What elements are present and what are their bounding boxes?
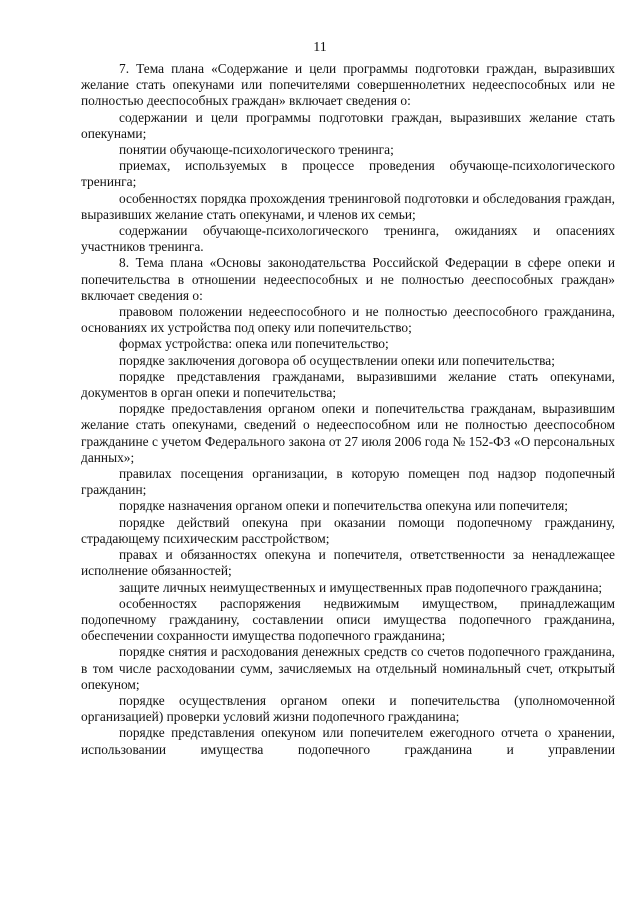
list-item: правилах посещения организации, в которую помещен под надзор подопечный гражданин; xyxy=(81,466,615,498)
paragraph-topic-8-intro: 8. Тема плана «Основы законодательства Российской Федерации в сфере опеки и попечительства в отношении недееспособных и не полностью дееспособных граждан» включает сведения о: xyxy=(81,255,615,303)
list-item: правовом положении недееспособного и не полностью дееспособного гражданина, основаниях их устройства под опеку или попечительство; xyxy=(81,304,615,336)
list-item: правах и обязанностях опекуна и попечителя, ответственности за ненадлежащее исполнение обязанностей; xyxy=(81,547,615,579)
list-item: приемах, используемых в процессе проведения обучающе-психологического тренинга; xyxy=(81,158,615,190)
page-number: 11 xyxy=(313,40,327,55)
list-item: содержании обучающе-психологического тренинга, ожиданиях и опасениях участников тренинга. xyxy=(81,223,615,255)
document-body xyxy=(81,61,615,758)
list-item: порядке назначения органом опеки и попечительства опекуна или попечителя; xyxy=(119,498,568,514)
list-item: порядке предоставления органом опеки и попечительства гражданам, выразившим желание стать опекунами, сведений о недееспособном или не полностью дееспособном гражданине с учетом Федерального закона от 27 июля 2006 года № 152-ФЗ «О персональных данных»; xyxy=(81,401,615,465)
list-item: понятии обучающе-психологического тренинга; xyxy=(119,142,394,158)
list-item: порядке осуществления органом опеки и попечительства (уполномоченной организацией) проверки условий жизни подопечного гражданина; xyxy=(81,692,615,725)
list-item: порядке представления опекуном или попечителем ежегодного отчета о хранении, использовании имущества подопечного гражданина и управлении xyxy=(81,725,615,757)
list-item: порядке заключения договора об осуществлении опеки или попечительства; xyxy=(119,352,555,368)
list-item: особенностях распоряжения недвижимым имуществом, принадлежащим подопечному гражданину, составлении описи имущества подопечного гражданина, обеспечении сохранности имущества подопечного гражданина; xyxy=(81,595,615,644)
list-item: защите личных неимущественных и имущественных прав подопечного гражданина; xyxy=(119,579,603,595)
paragraph-topic-7-intro: 7. Тема плана «Содержание и цели программы подготовки граждан, выразивших желание стать опекунами или попечителями совершеннолетних недееспособных или не полностью дееспособных граждан» включает сведения о: xyxy=(81,61,615,109)
list-item: порядке снятия и расходования денежных средств со счетов подопечного гражданина, в том числе расходовании сумм, зачисляемых на отдельный номинальный счет, открытый опекуном; xyxy=(81,644,615,692)
list-item: порядке представления гражданами, выразившими желание стать опекунами, документов в орган опеки и попечительства; xyxy=(81,368,615,401)
list-item: порядке действий опекуна при оказании помощи подопечному гражданину, страдающему психическим расстройством; xyxy=(81,514,615,546)
list-item: особенностях порядка прохождения тренинговой подготовки и обследования граждан, выразивших желание стать опекунами, и членов их семьи; xyxy=(81,190,615,222)
list-item: формах устройства: опека или попечительство; xyxy=(119,336,389,352)
list-item: содержании и цели программы подготовки граждан, выразивших желание стать опекунами; xyxy=(81,109,615,141)
